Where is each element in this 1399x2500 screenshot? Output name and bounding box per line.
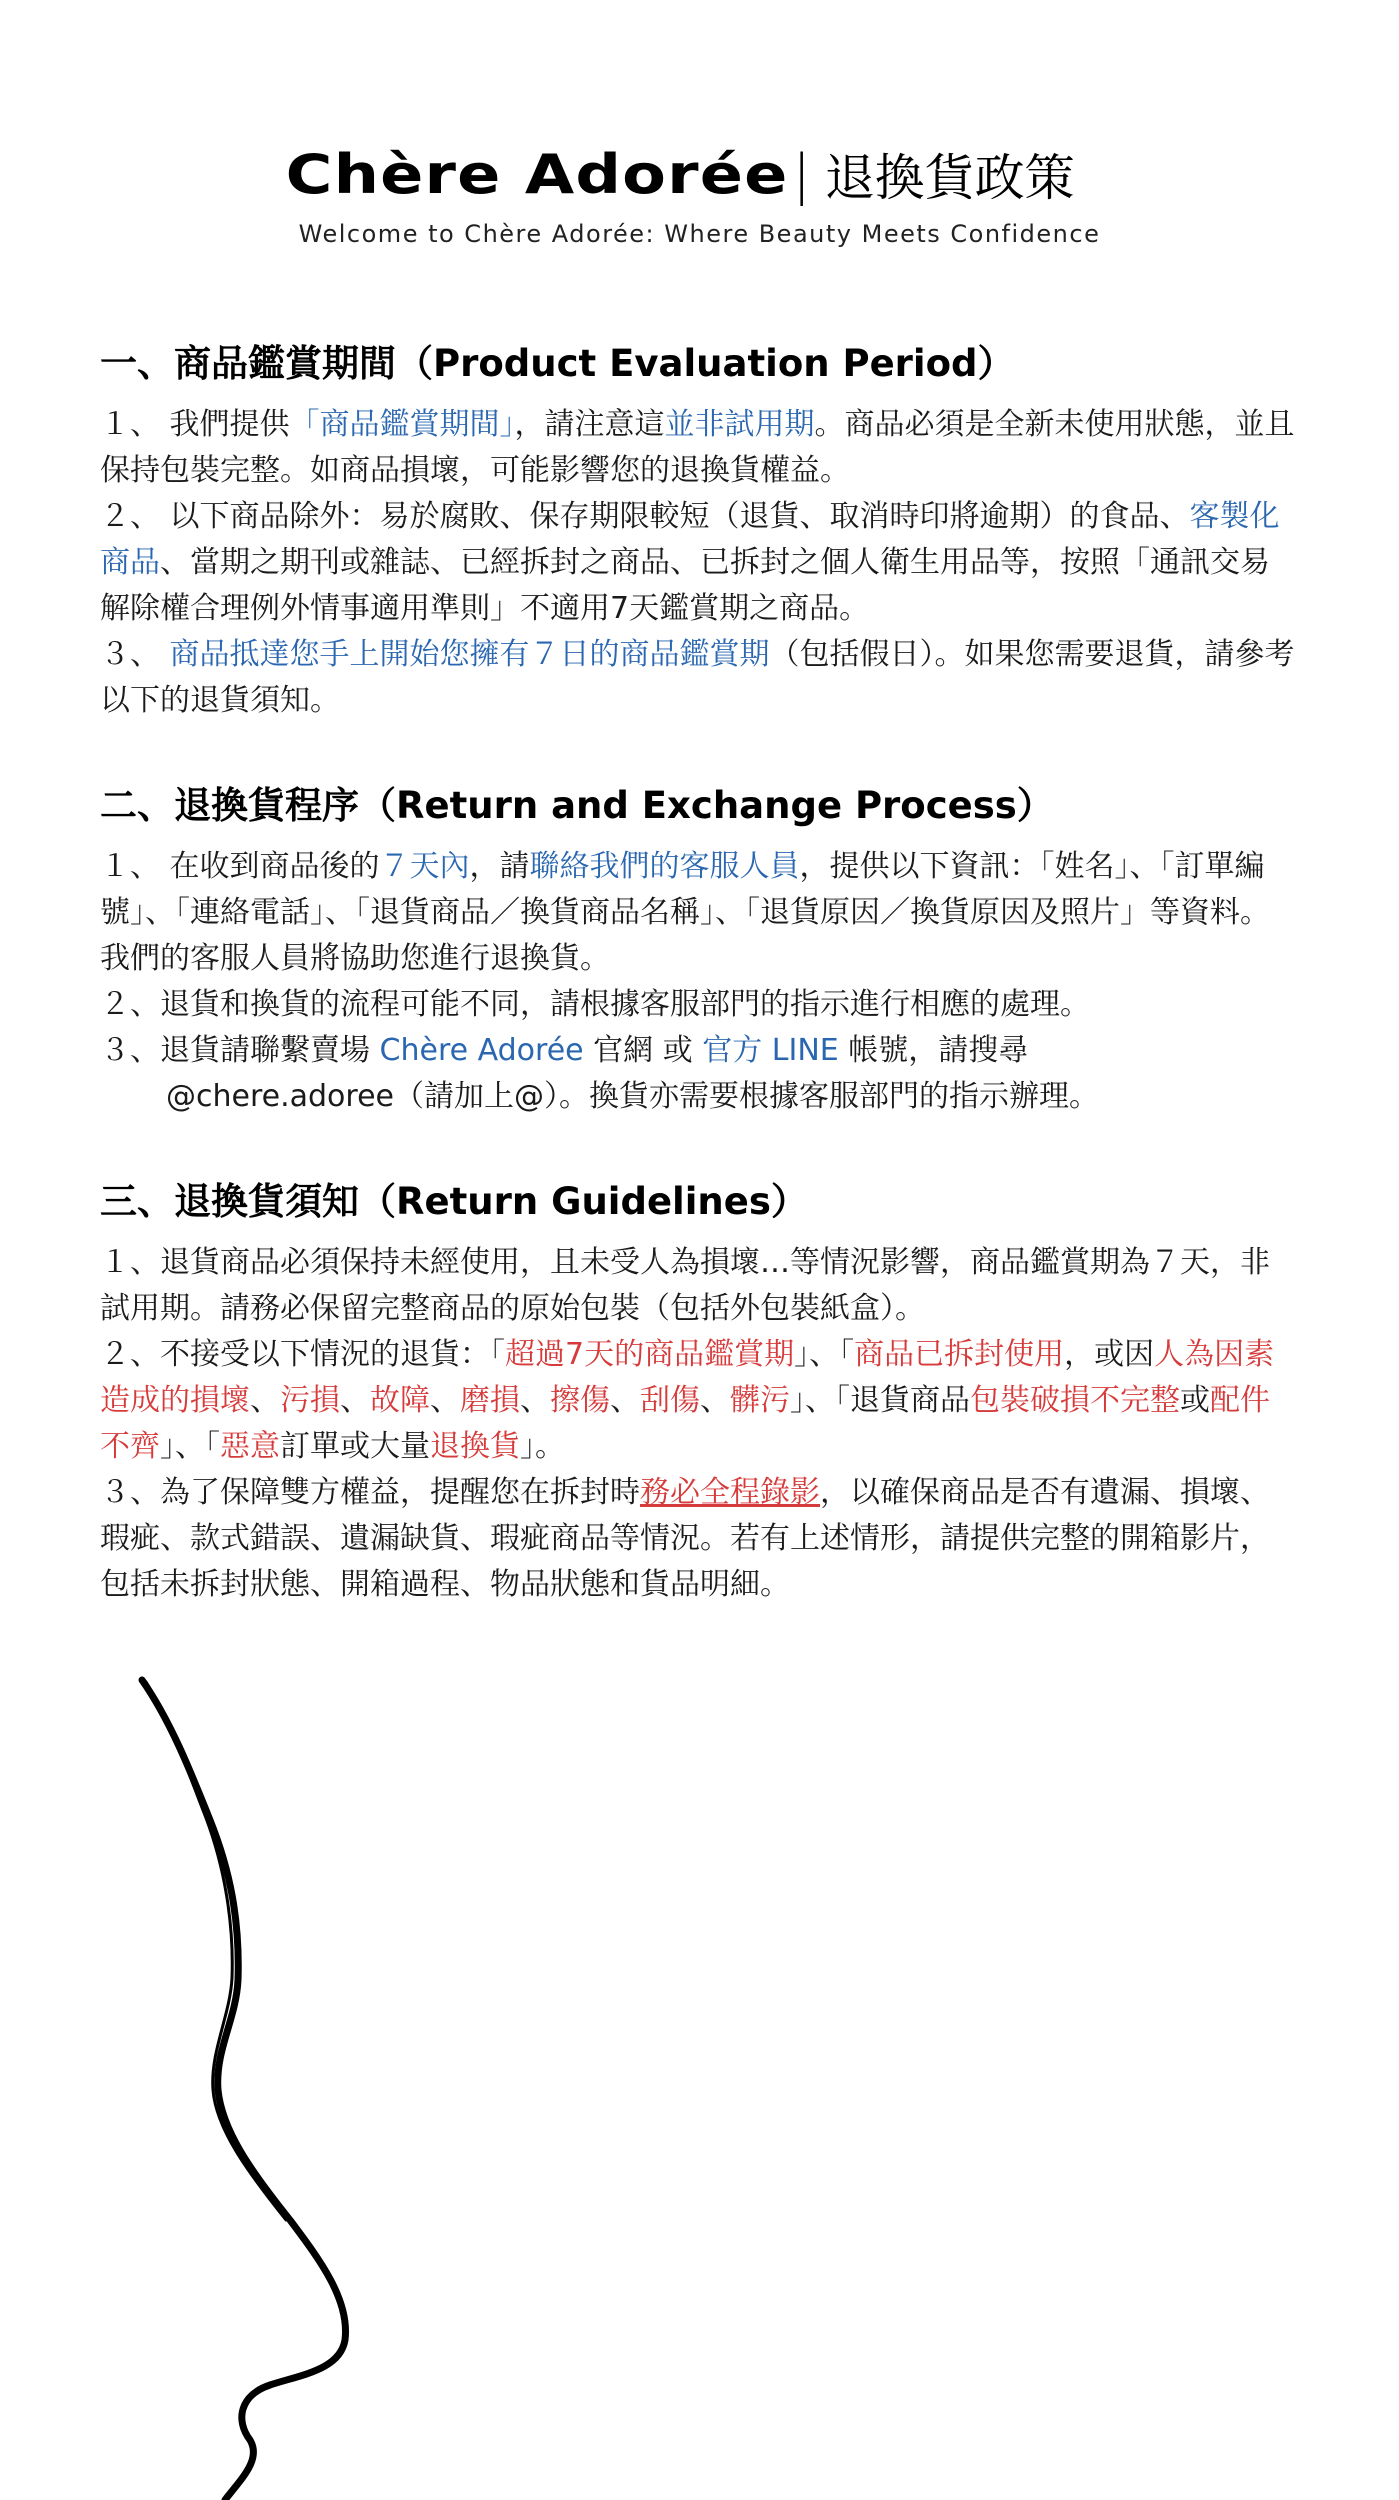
text: 、 bbox=[610, 1383, 640, 1419]
paragraph: １、退貨商品必須保持未經使用，且未受人為損壞…等情況影響，商品鑑賞期為７天，非試用期。請務必保留完整商品的原始包裝（包括外包裝紙盒）。 bbox=[100, 1245, 1270, 1327]
text: 、 bbox=[340, 1383, 370, 1419]
text: 或 bbox=[1180, 1383, 1210, 1419]
warning-text: 配件不齊 bbox=[100, 1383, 1270, 1465]
text: ２、 以下商品除外：易於腐敗、保存期限較短（退貨、取消時印將逾期）的食品、 bbox=[100, 499, 1190, 535]
text: 」。 bbox=[520, 1429, 565, 1465]
section-heading: 二、退換貨程序（Return and Exchange Process） bbox=[100, 784, 1054, 828]
highlight-text: 客製化商品 bbox=[100, 499, 1280, 581]
section-heading: 一、商品鑑賞期間（Product Evaluation Period） bbox=[100, 342, 1015, 385]
contact-service-link[interactable]: 聯絡我們的客服人員 bbox=[529, 849, 800, 885]
text: ，請 bbox=[469, 849, 530, 885]
text: 、當期之期刊或雜誌、已經拆封之商品、已拆封之個人衛生用品等，按照「通訊交易解除權合理例外情事適用準則」不適用7天鑑賞期之商品。 bbox=[100, 545, 1270, 627]
brand-name: Chère Adorée bbox=[285, 142, 789, 206]
text: 訂單或大量 bbox=[280, 1429, 430, 1465]
warning-text: 超過7天的商品鑑賞期 bbox=[505, 1337, 795, 1373]
paragraph bbox=[100, 844, 1295, 982]
text: ２、不接受以下情況的退貨：「 bbox=[100, 1337, 505, 1373]
text: 帳號，請搜尋 bbox=[838, 1033, 1029, 1069]
tagline: Welcome to Chère Adorée: Where Beauty Meets Confidence bbox=[298, 220, 1101, 248]
text: 、 bbox=[700, 1383, 730, 1419]
text: ，或因 bbox=[1064, 1337, 1155, 1373]
warning-text: 刮傷 bbox=[640, 1383, 700, 1419]
warning-text: 污損 bbox=[280, 1383, 340, 1419]
paragraph bbox=[100, 632, 1295, 724]
highlight-text: 並非試用期 bbox=[664, 407, 815, 443]
warning-text: 人為因素造成的損壞 bbox=[100, 1337, 1275, 1419]
text: ，請注意這 bbox=[514, 407, 665, 443]
text: 、 bbox=[520, 1383, 550, 1419]
paragraph bbox=[100, 402, 1295, 494]
text: ３、退貨請聯繫賣場 bbox=[100, 1033, 380, 1069]
text: ，以確保商品是否有遺漏、損壞、瑕疵、款式錯誤、遺漏缺貨、瑕疵商品等情況。若有上述情形，請提供完整的開箱影片，包括未拆封狀態、開箱過程、物品狀態和貨品明細。 bbox=[100, 1475, 1270, 1603]
warning-text: 退換貨 bbox=[430, 1429, 520, 1465]
section-heading: 三、退換貨須知（Return Guidelines） bbox=[100, 1180, 808, 1224]
line-account-link[interactable]: 官方 LINE bbox=[702, 1033, 839, 1069]
text: 。商品必須是全新未使用狀態，並且保持包裝完整。如商品損壞，可能影響您的退換貨權益。 bbox=[100, 407, 1295, 489]
warning-text: 惡意 bbox=[220, 1429, 280, 1465]
policy-content bbox=[100, 340, 1295, 1666]
text: １、 在收到商品後的 bbox=[100, 849, 380, 885]
face-profile-line-art-icon bbox=[0, 1660, 500, 2500]
text: １、 我們提供 bbox=[100, 407, 290, 443]
paragraph bbox=[100, 494, 1295, 632]
policy-title: 退換貨政策 bbox=[824, 149, 1075, 207]
paragraph-continued: @chere.adoree（請加上@）。換貨亦需要根據客服部門的指示辦理。 bbox=[166, 1079, 1100, 1115]
warning-text: 包裝破損不完整 bbox=[970, 1383, 1180, 1419]
warning-text: 商品已拆封使用 bbox=[854, 1337, 1065, 1373]
title-line bbox=[285, 138, 1075, 210]
highlight-text: 商品抵達您手上開始您擁有７日的商品鑑賞期 bbox=[169, 637, 770, 673]
warning-text: 擦傷 bbox=[550, 1383, 610, 1419]
warning-text: 髒污 bbox=[730, 1383, 790, 1419]
text: ３、 bbox=[100, 637, 170, 673]
title-separator: | bbox=[792, 142, 811, 206]
text: 官網 或 bbox=[583, 1033, 703, 1069]
text: ，提供以下資訊：「姓名」、「訂單編號」、「連絡電話」、「退貨商品／換貨商品名稱」、「退貨原因／換貨原因及照片」等資料。我們的客服人員將協助您進行退換貨。 bbox=[100, 849, 1270, 977]
paragraph: ２、退貨和換貨的流程可能不同，請根據客服部門的指示進行相應的處理。 bbox=[100, 987, 1090, 1023]
warning-text: 故障 bbox=[370, 1383, 430, 1419]
website-link[interactable]: Chère Adorée bbox=[379, 1033, 584, 1069]
text: 」、「 bbox=[160, 1429, 220, 1465]
section-evaluation-period bbox=[100, 340, 1295, 724]
text: ３、為了保障雙方權益，提醒您在拆封時 bbox=[100, 1475, 640, 1511]
page-header bbox=[0, 138, 1399, 248]
section-return-guidelines bbox=[100, 1178, 1295, 1608]
warning-text: 務必全程錄影 bbox=[640, 1475, 820, 1511]
paragraph bbox=[100, 1332, 1295, 1470]
highlight-text: 「商品鑑賞期間」 bbox=[289, 407, 515, 443]
text: 、 bbox=[250, 1383, 280, 1419]
paragraph bbox=[100, 1470, 1295, 1608]
highlight-text: ７天內 bbox=[379, 849, 470, 885]
paragraph bbox=[100, 1028, 1295, 1074]
text: 」、「 bbox=[794, 1337, 855, 1373]
text: （包括假日）。如果您需要退貨，請參考以下的退貨須知。 bbox=[100, 637, 1295, 719]
text: 」、「退貨商品 bbox=[790, 1383, 970, 1419]
section-return-process bbox=[100, 782, 1295, 1120]
text: 、 bbox=[430, 1383, 460, 1419]
warning-text: 磨損 bbox=[460, 1383, 520, 1419]
